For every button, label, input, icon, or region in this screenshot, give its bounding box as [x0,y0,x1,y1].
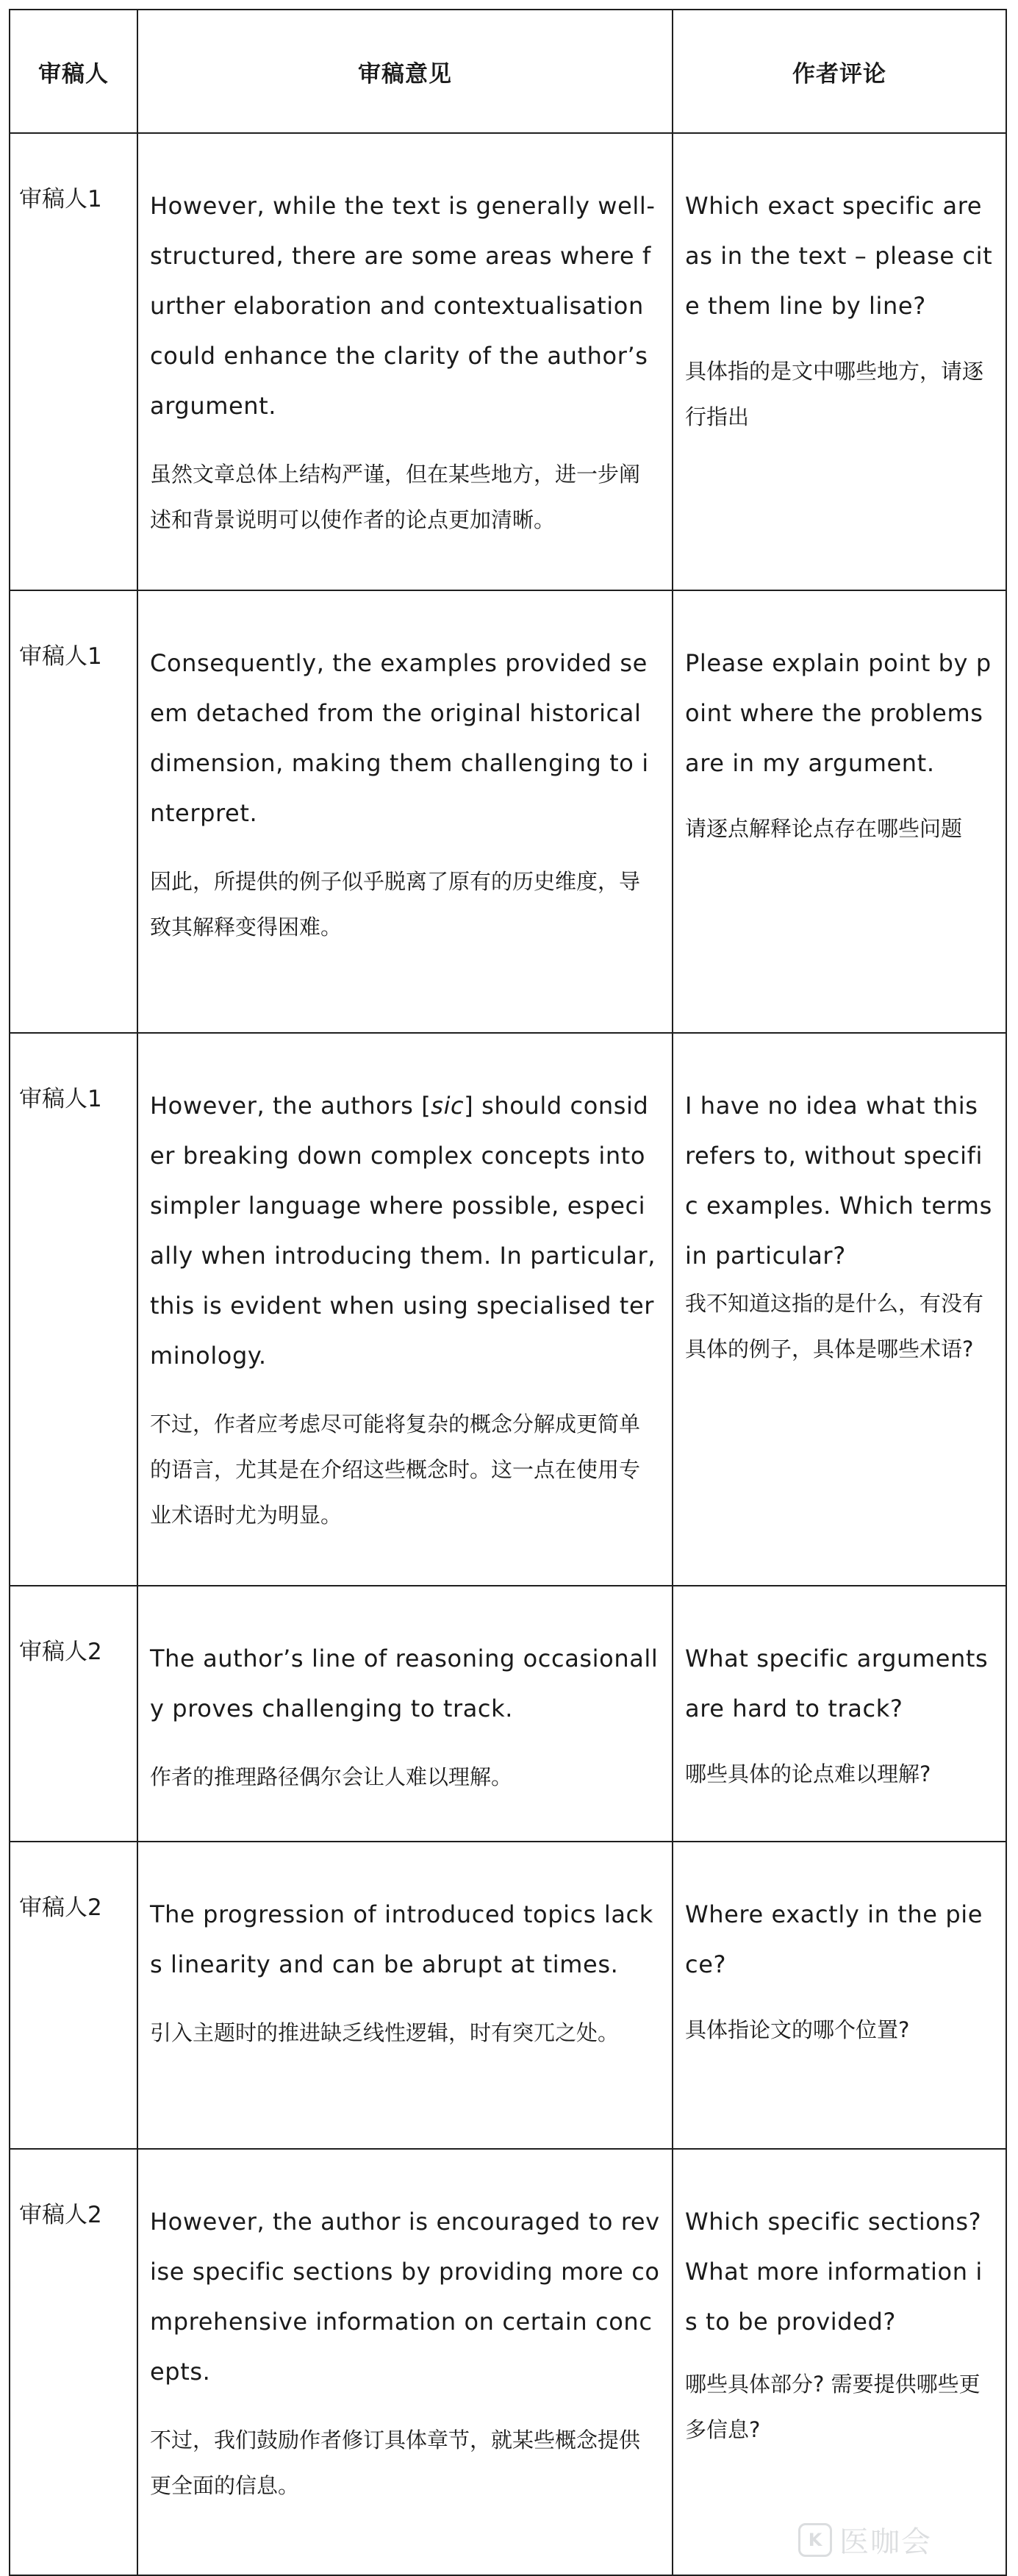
reviewer-name: 审稿人1 [19,186,102,212]
table-header-row [10,10,1006,133]
header-reply: 作者评论 [673,10,1006,133]
reply-english: Which exact specific areas in the text – please cite them line by line? [685,192,993,320]
reply-chinese: 哪些具体的论点难以理解? [685,1761,931,1786]
comment-chinese: 不过，作者应考虑尽可能将复杂的概念分解成更简单的语言，尤其是在介绍这些概念时。这一点在使用专业术语时尤为明显。 [150,1412,641,1528]
header-comment: 审稿意见 [137,10,673,133]
comment-cell [137,2149,673,2575]
reply-cell [673,1033,1006,1586]
comment-english: The progression of introduced topics lacks linearity and can be abrupt at times. [150,1900,653,1978]
reply-english: Which specific sections? What more information is to be provided? [685,2208,983,2336]
reviewer-name: 审稿人2 [19,2202,102,2228]
table-row [10,590,1006,1033]
watermark [798,2519,932,2561]
reply-cell [673,2149,1006,2575]
comment-english-part: However, the authors [ [150,1092,431,1120]
table-row [10,2149,1006,2575]
comment-chinese: 不过，我们鼓励作者修订具体章节，就某些概念提供更全面的信息。 [150,2427,641,2498]
comment-english [150,1081,660,1381]
reply-english: Where exactly in the piece? [685,1900,983,1978]
comment-cell [137,1033,673,1586]
reply-english: What specific arguments are hard to track? [685,1645,989,1722]
comment-chinese: 虽然文章总体上结构严谨，但在某些地方，进一步阐述和背景说明可以使作者的论点更加清晰。 [150,462,641,532]
comment-cell [137,590,673,1033]
reply-cell [673,1586,1006,1842]
table-row [10,133,1006,590]
reviewer-cell [10,133,137,590]
reply-chinese: 具体指的是文中哪些地方，请逐行指出 [685,359,984,429]
reviewer-name: 审稿人2 [19,1895,102,1921]
reply-english: Please explain point by point where the problems are in my argument. [685,649,992,777]
table-row [10,1033,1006,1586]
comment-chinese: 因此，所提供的例子似乎脱离了原有的历史维度，导致其解释变得困难。 [150,869,641,940]
reviewer-name: 审稿人2 [19,1639,102,1665]
comment-chinese: 引入主题时的推进缺乏线性逻辑，时有突兀之处。 [150,2020,620,2045]
reviewer-cell [10,1586,137,1842]
reply-chinese: 我不知道这指的是什么，有没有具体的例子，具体是哪些术语? [685,1291,984,1362]
reply-english: I have no idea what this refers to, without specific examples. Which terms in particular? [685,1092,992,1270]
header-reviewer: 审稿人 [10,10,137,133]
reviewer-cell [10,1842,137,2149]
reply-chinese: 请逐点解释论点存在哪些问题 [685,816,963,841]
comment-english: Consequently, the examples provided seem detached from the original historical dimension, making them challenging to interpret. [150,649,649,827]
table-row [10,1842,1006,2149]
table-row [10,1586,1006,1842]
sic-annotation: sic [431,1092,465,1120]
reply-cell [673,590,1006,1033]
reviewer-cell [10,590,137,1033]
comment-chinese: 作者的推理路径偶尔会让人难以理解。 [150,1764,513,1789]
comment-english: However, the author is encouraged to revise specific sections by providing more comprehensive information on certain concepts. [150,2208,660,2386]
watermark-text: 医咖会 [839,2525,932,2559]
reviewer-cell [10,2149,137,2575]
comment-cell [137,1586,673,1842]
reply-chinese: 哪些具体部分? 需要提供哪些更多信息? [685,2372,981,2442]
review-comments-table [9,9,1007,2576]
reviewer-name: 审稿人1 [19,643,102,670]
reply-cell [673,1842,1006,2149]
comment-cell [137,1842,673,2149]
reviewer-name: 审稿人1 [19,1086,102,1112]
reply-cell [673,133,1006,590]
comment-english-part: ] should consider breaking down complex concepts into simpler language where possible, especially when introducing them. In particular, this is evident when using specialised terminology. [150,1092,656,1370]
comment-english: However, while the text is generally well-structured, there are some areas where further elaboration and contextualisation could enhance the clarity of the author’s argument. [150,192,656,420]
comment-english: The author’s line of reasoning occasionally proves challenging to track. [150,1645,659,1722]
comment-cell [137,133,673,590]
watermark-logo-icon: K [798,2523,832,2557]
reviewer-cell [10,1033,137,1586]
reply-chinese: 具体指论文的哪个位置? [685,2017,910,2042]
